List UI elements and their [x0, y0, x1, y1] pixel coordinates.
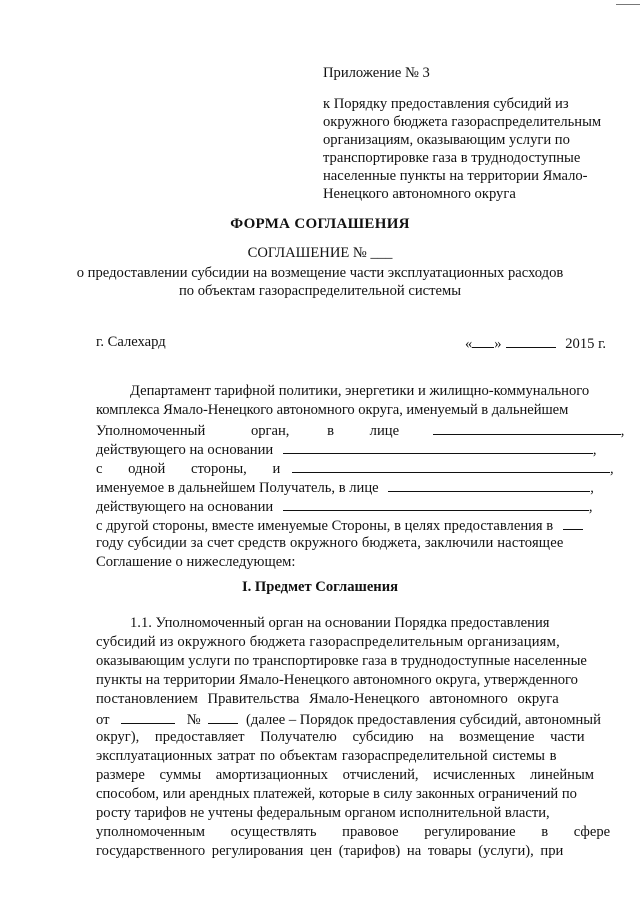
- decree-number-blank: [208, 710, 238, 724]
- date-field: [465, 334, 606, 353]
- agreement-title: СОГЛАШЕНИЕ № ___: [247, 245, 393, 261]
- appendix-line: Ненецкого автономного округа: [323, 186, 516, 202]
- form-title: ФОРМА СОГЛАШЕНИЯ: [230, 216, 410, 232]
- appendix-line: организациям, оказывающим услуги по: [323, 132, 570, 148]
- section-title: I. Предмет Соглашения: [241, 579, 399, 595]
- comma: ,: [590, 480, 594, 496]
- preamble-line-basis: [96, 440, 597, 459]
- word: стороны,: [191, 461, 247, 477]
- agreement-subtitle: по объектам газораспределительной системы: [178, 283, 462, 299]
- word: в: [327, 423, 335, 439]
- preamble-line-basis-2: [96, 497, 593, 516]
- representative-blank: [433, 421, 621, 435]
- preamble-line-purpose: [96, 516, 583, 535]
- preamble-line: году субсидии за счет средств окружного бюджета, заключили настоящее: [96, 535, 564, 551]
- section-line: размере суммы амортизационных отчислений, исчисленных линейным: [96, 767, 594, 783]
- appendix-line: к Порядку предоставления субсидий из: [323, 96, 569, 112]
- preamble-line-recipient: [96, 478, 594, 497]
- date-quote-close: »: [494, 336, 502, 352]
- section-line-decree: [96, 710, 601, 729]
- section-line: эксплуатационных затрат по объектам газораспределительной системы в: [96, 748, 557, 764]
- section-line: росту тарифов не учтены федеральным органом исполнительной власти,: [96, 805, 550, 821]
- word: от: [96, 712, 110, 728]
- word: Уполномоченный: [96, 423, 206, 439]
- text: (далее – Порядок предоставления субсидий, автономный: [246, 712, 601, 728]
- section-line: 1.1. Уполномоченный орган на основании Порядка предоставления: [130, 615, 550, 631]
- section-line: пункты на территории Ямало-Ненецкого автономного округа, утвержденного: [96, 672, 578, 688]
- preamble-line-party: [96, 459, 614, 478]
- section-line: способом, или арендных платежей, которые в силу законных ограничений по: [96, 786, 577, 802]
- section-line: округ), предоставляет Получателю субсидию на возмещение части: [96, 729, 585, 745]
- appendix-line: окружного бюджета газораспределительным: [323, 114, 602, 130]
- appendix-line: транспортировке газа в труднодоступные: [323, 150, 581, 166]
- word: и: [272, 461, 281, 477]
- decree-date-blank: [121, 710, 175, 724]
- city: г. Салехард: [96, 334, 166, 350]
- text: действующего на основании: [96, 442, 274, 458]
- preamble-line-representative: [96, 421, 625, 440]
- section-line: оказывающим услуги по транспортировке газа в труднодоступные населенные: [96, 653, 587, 669]
- preamble-line: Департамент тарифной политики, энергетики и жилищно-коммунального: [130, 383, 590, 399]
- comma: ,: [592, 442, 597, 458]
- scan-edge-mark: [616, 4, 640, 5]
- recipient-rep-blank: [388, 478, 590, 492]
- word: лице: [369, 423, 400, 439]
- day-blank: [472, 334, 494, 348]
- appendix-number: Приложение № 3: [323, 65, 430, 81]
- preamble-line: комплекса Ямало-Ненецкого автономного округа, именуемый в дальнейшем: [96, 402, 569, 418]
- text: с другой стороны, вместе именуемые Стороны, в целях предоставления в: [96, 518, 554, 534]
- comma: ,: [620, 423, 625, 439]
- basis-2-blank: [283, 497, 589, 511]
- word: орган,: [250, 423, 290, 439]
- comma: ,: [609, 461, 614, 477]
- section-line: постановлением Правительства Ямало-Ненецкого автономного округа: [96, 691, 559, 707]
- word: с: [96, 461, 103, 477]
- comma: ,: [588, 499, 593, 515]
- date-quote-open: «: [465, 336, 473, 352]
- text: действующего на основании: [96, 499, 274, 515]
- word: одной: [128, 461, 166, 477]
- section-line: субсидий из окружного бюджета газораспределительным организациям,: [96, 634, 560, 650]
- appendix-line: населенные пункты на территории Ямало-: [323, 168, 588, 184]
- word: №: [186, 712, 201, 728]
- party-blank: [292, 459, 610, 473]
- section-line: государственного регулирования цен (тарифов) на товары (услуги), при: [96, 843, 564, 859]
- preamble-line: Соглашение о нижеследующем:: [96, 554, 296, 570]
- section-line: уполномоченным осуществлять правовое регулирование в сфере: [96, 824, 611, 840]
- date-year: 2015 г.: [565, 336, 607, 352]
- agreement-subtitle: о предоставлении субсидии на возмещение части эксплуатационных расходов: [76, 265, 564, 281]
- year-blank: [563, 516, 583, 530]
- text: именуемое в дальнейшем Получатель, в лице: [96, 480, 379, 496]
- basis-blank: [283, 440, 593, 454]
- month-blank: [506, 334, 556, 348]
